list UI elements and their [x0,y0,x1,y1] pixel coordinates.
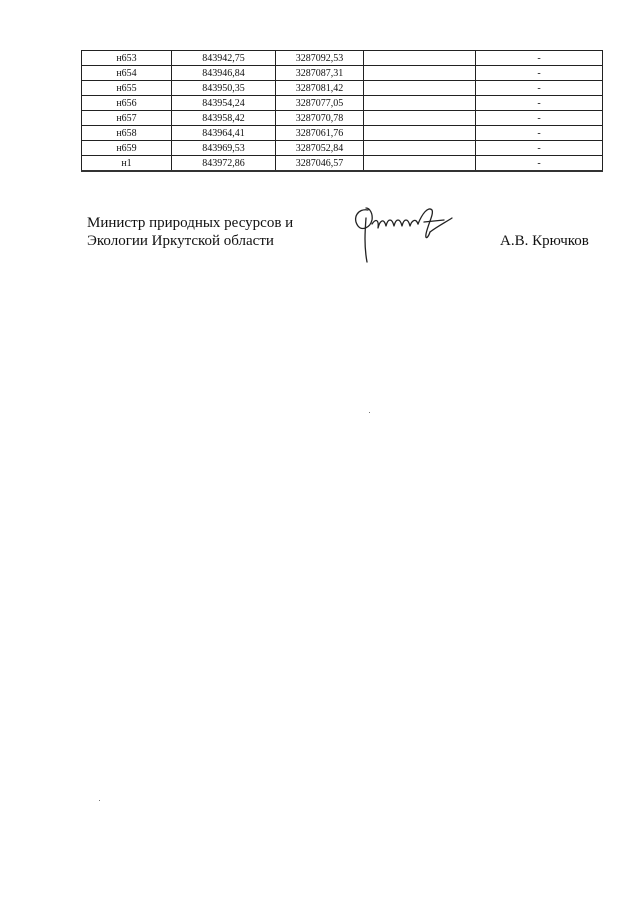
point-number-cell: н659 [82,141,172,156]
signatory-name: А.В. Крючков [500,233,589,249]
x-coordinate-cell: 843964,41 [172,126,276,141]
extra-cell: - [476,51,603,66]
scan-speck [369,412,370,413]
scan-speck [99,800,100,801]
point-number-cell: н653 [82,51,172,66]
x-coordinate-cell: 843946,84 [172,66,276,81]
point-number-cell: н1 [82,156,172,172]
table-row [82,96,603,111]
note-cell [364,126,476,141]
x-coordinate-cell: 843942,75 [172,51,276,66]
note-cell [364,66,476,81]
x-coordinate-cell: 843958,42 [172,111,276,126]
table-row [82,66,603,81]
point-number-cell: н657 [82,111,172,126]
y-coordinate-cell: 3287052,84 [276,141,364,156]
note-cell [364,156,476,172]
extra-cell: - [476,156,603,172]
x-coordinate-cell: 843954,24 [172,96,276,111]
y-coordinate-cell: 3287087,31 [276,66,364,81]
point-number-cell: н656 [82,96,172,111]
coordinates-table-section [81,50,602,172]
x-coordinate-cell: 843972,86 [172,156,276,172]
y-coordinate-cell: 3287046,57 [276,156,364,172]
table-row [82,111,603,126]
table-row [82,81,603,96]
y-coordinate-cell: 3287070,78 [276,111,364,126]
extra-cell: - [476,126,603,141]
point-number-cell: н655 [82,81,172,96]
note-cell [364,81,476,96]
y-coordinate-cell: 3287061,76 [276,126,364,141]
signatory-position-line-2: Экологии Иркутской области [87,233,274,249]
signatory-position-line-1: Министр природных ресурсов и [87,215,294,231]
extra-cell: - [476,96,603,111]
table-row [82,126,603,141]
note-cell [364,96,476,111]
note-cell [364,141,476,156]
extra-cell: - [476,66,603,81]
coordinates-table-body [82,51,603,172]
extra-cell: - [476,81,603,96]
y-coordinate-cell: 3287081,42 [276,81,364,96]
x-coordinate-cell: 843969,53 [172,141,276,156]
extra-cell: - [476,141,603,156]
note-cell [364,51,476,66]
table-row [82,156,603,172]
extra-cell: - [476,111,603,126]
point-number-cell: н654 [82,66,172,81]
note-cell [364,111,476,126]
point-number-cell: н658 [82,126,172,141]
signatory-position [87,214,293,250]
y-coordinate-cell: 3287077,05 [276,96,364,111]
x-coordinate-cell: 843950,35 [172,81,276,96]
table-row [82,51,603,66]
handwritten-signature [346,196,456,268]
table-row [82,141,603,156]
y-coordinate-cell: 3287092,53 [276,51,364,66]
coordinates-table [81,50,603,172]
